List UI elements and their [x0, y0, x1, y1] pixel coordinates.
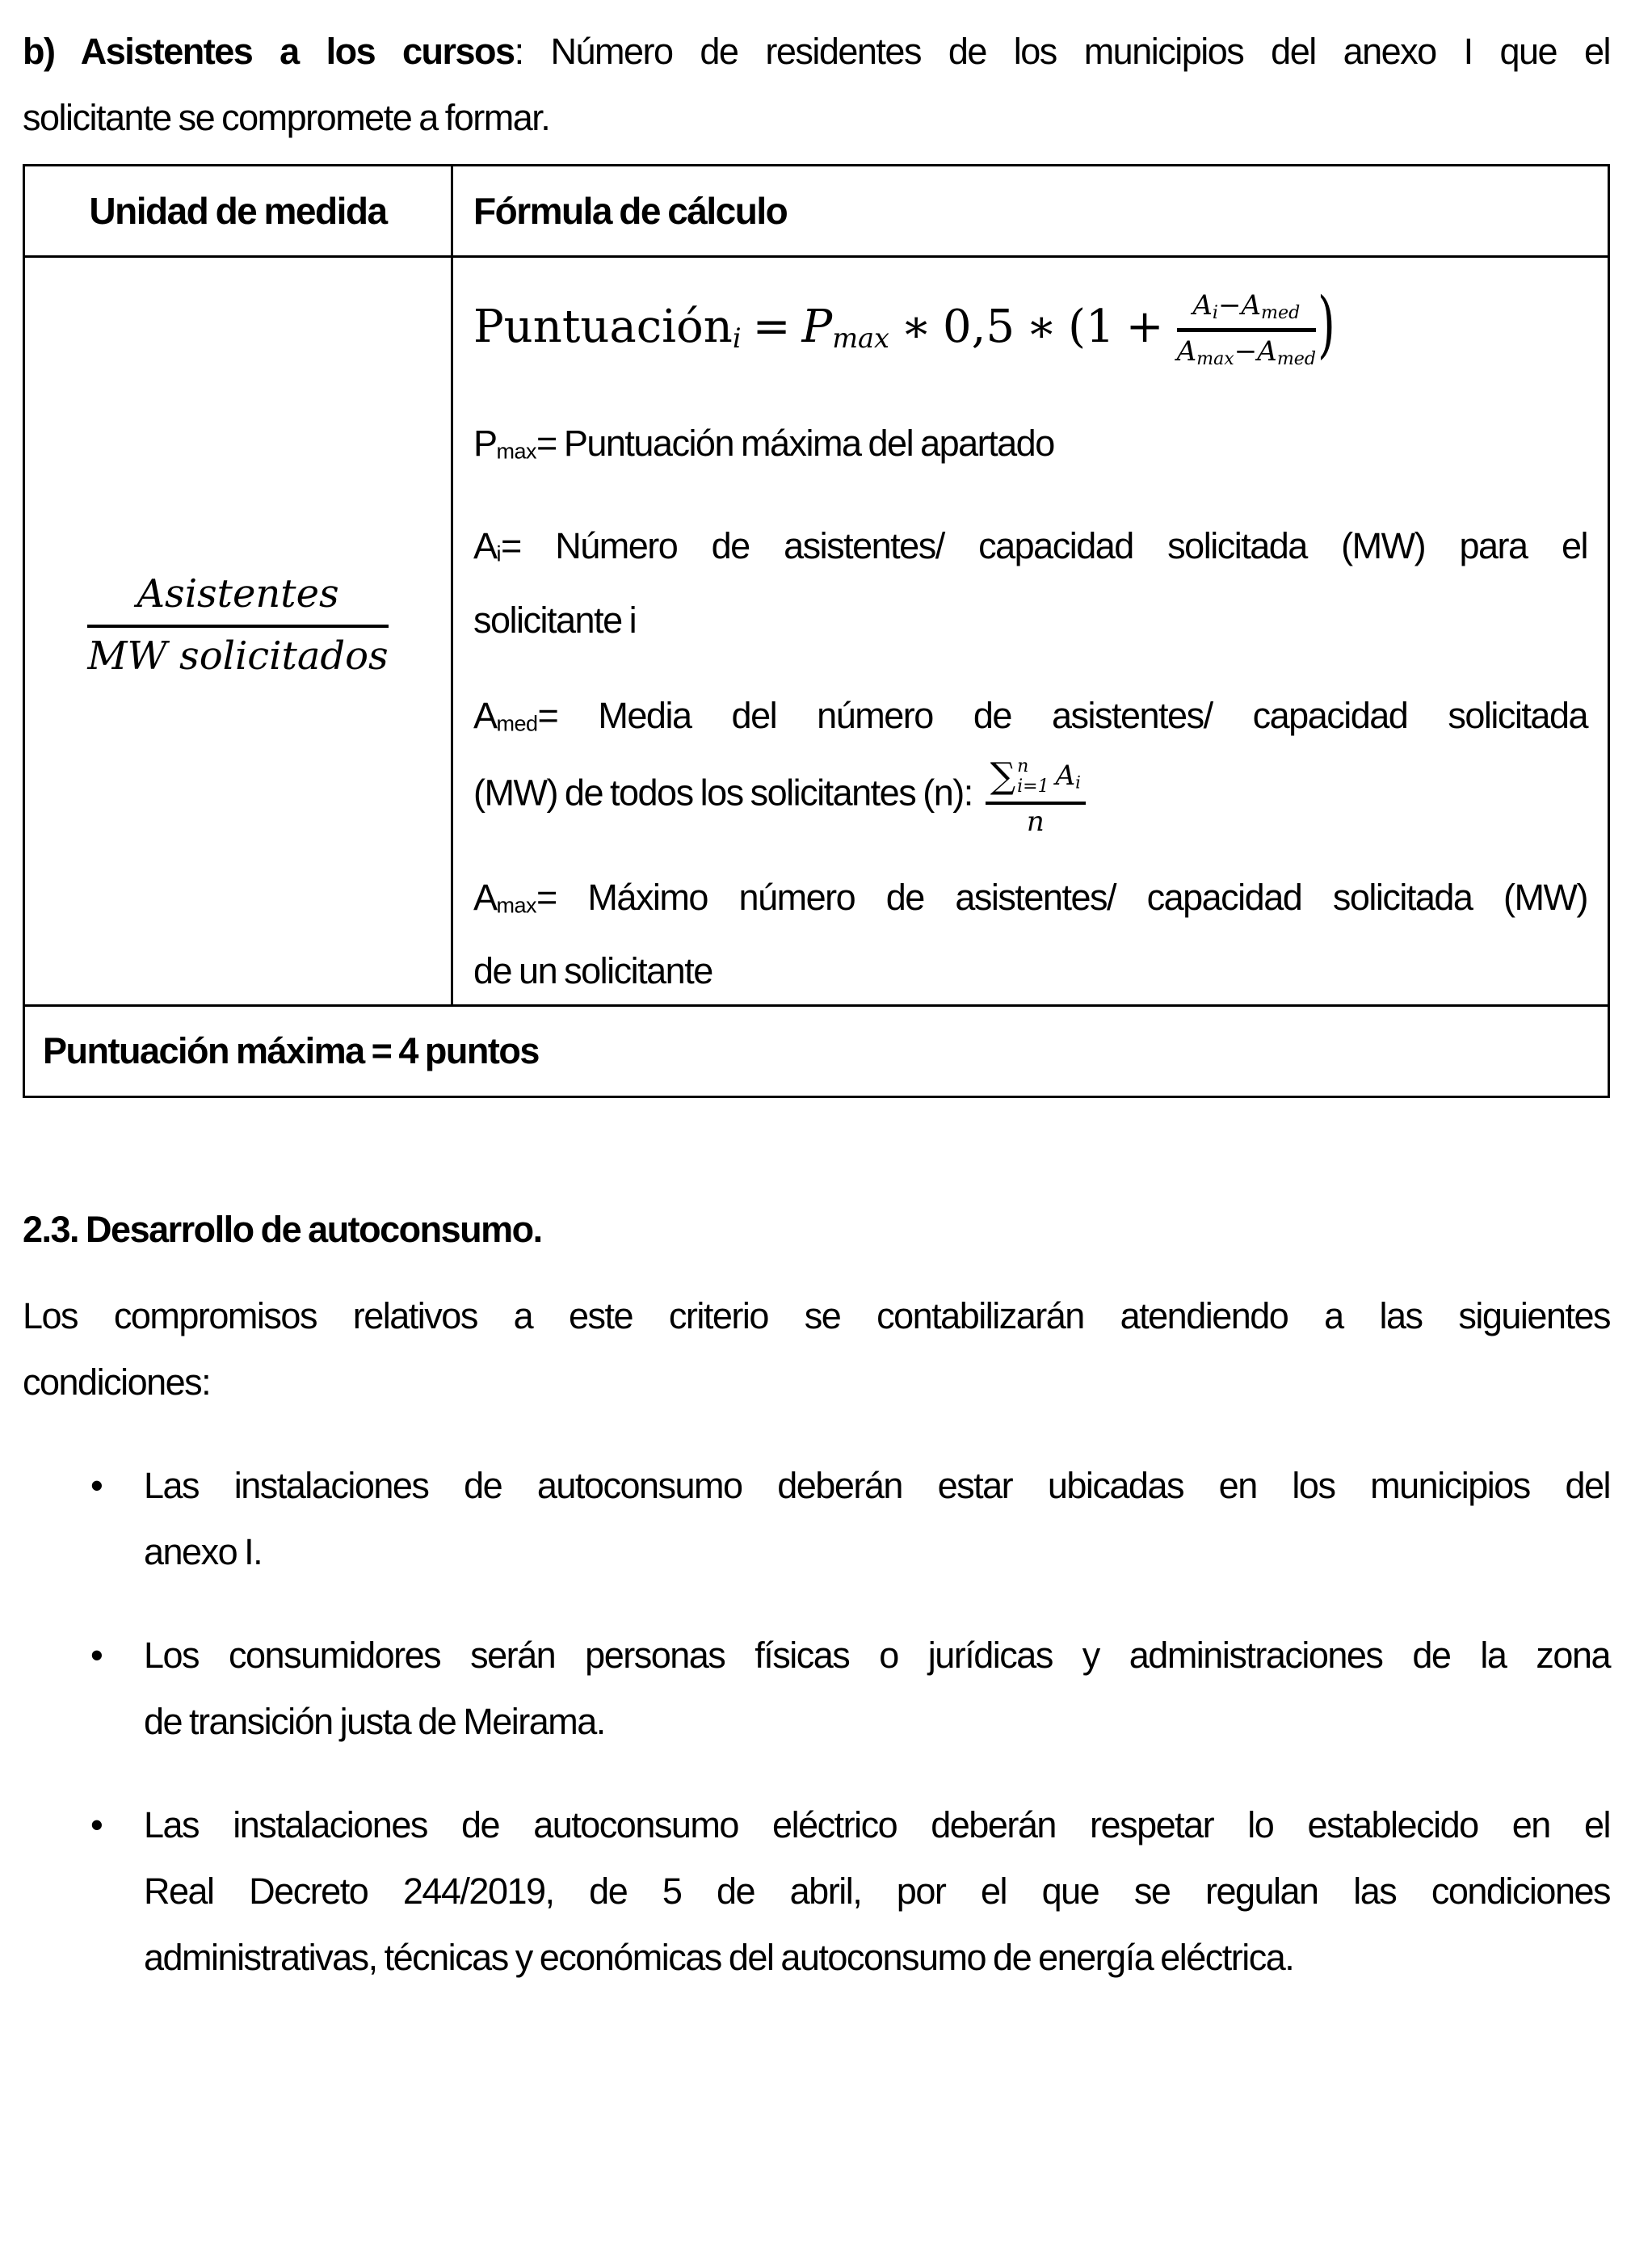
bullet-3-line-2: Real Decreto 244/2019, de 5 de abril, por el que se regulan las condiciones — [144, 1871, 1610, 1913]
header-cell-formula: Fórmula de cálculo — [452, 166, 1609, 257]
bullet-item-1 — [90, 1453, 1610, 1585]
section-heading: 2.3. Desarrollo de autoconsumo. — [23, 1209, 542, 1251]
sum-denominator: n — [1026, 805, 1045, 838]
footer-max-score: Puntuación máxima = 4 puntos — [24, 1006, 1609, 1097]
bullet-1-line-2: anexo I. — [144, 1531, 263, 1573]
unit-fraction-denominator: MW solicitados — [87, 633, 389, 680]
section-line-1: Los compromisos relativos a este criterio se contabilizarán atendiendo a las siguientes — [23, 1295, 1610, 1337]
fraction-numerator: Ai−Amed — [1177, 290, 1316, 332]
bullet-marker: • — [90, 1465, 103, 1507]
sum-fraction — [986, 755, 1086, 838]
formula-cell — [452, 257, 1609, 1006]
bullet-item-2 — [90, 1622, 1610, 1755]
bullet-marker: • — [90, 1804, 103, 1846]
sigma-symbol: ∑ — [990, 755, 1016, 797]
def-pmax: Pmax= Puntuación máxima del apartado — [473, 422, 1054, 464]
unit-fraction-numerator: Asistentes — [87, 572, 388, 628]
intro-bold-label: b) Asistentes a los cursos — [23, 31, 515, 72]
times-operator: ∗ — [900, 300, 932, 353]
bullet-1-line-1: Las instalaciones de autoconsumo deberán estar ubicadas en los municipios del — [144, 1465, 1610, 1507]
intro-line-2: solicitante se compromete a formar. — [23, 97, 550, 138]
intro-line-1-rest: : Número de residentes de los municipios del anexo I que el — [514, 31, 1610, 72]
sum-lower-limit: i=1 — [1017, 776, 1049, 797]
close-paren: ) — [1317, 283, 1335, 368]
def-amed: Amed= Media del número de asistentes/ capacidad solicitada (MW) de todos los solicitantes (n): ∑ n i=1 Ai n — [473, 694, 1587, 838]
conditions-bullet-list — [23, 1453, 1610, 1991]
equals-sign: = — [752, 300, 791, 353]
bullet-3-line-3: administrativas, técnicas y económicas del autoconsumo de energía eléctrica. — [144, 1937, 1294, 1979]
def-amax: Amax= Máximo número de asistentes/ capacidad solicitada (MW) de un solicitante — [473, 876, 1587, 992]
def-ai: Ai= Número de asistentes/ capacidad solicitada (MW) para el solicitante i — [473, 525, 1587, 641]
unit-of-measure-cell — [24, 257, 452, 1006]
formula-lhs: Puntuación — [473, 300, 733, 353]
table-body-row — [24, 257, 1609, 1006]
section-paragraph — [23, 1283, 1610, 1416]
times-operator: ∗ — [1026, 300, 1057, 353]
table-header-row — [24, 166, 1609, 257]
bullet-2-line-2: de transición justa de Meirama. — [144, 1701, 605, 1743]
sum-upper-limit: n — [1017, 756, 1029, 777]
bullet-marker: • — [90, 1635, 103, 1677]
fraction-denominator: Amax−Amed — [1176, 335, 1316, 370]
criteria-table — [23, 164, 1610, 1098]
bullet-2-line-1: Los consumidores serán personas físicas o jurídicas y administraciones de la zona — [144, 1635, 1610, 1677]
bullet-3-line-1: Las instalaciones de autoconsumo eléctrico deberán respetar lo establecido en el — [144, 1804, 1610, 1846]
sum-numerator: ∑ n i=1 Ai — [986, 756, 1086, 805]
score-formula: Puntuacióni = Pmax ∗ 0,5 ∗ (1 + Ai−Amed Amax−Amed ) — [473, 283, 1335, 370]
intro-paragraph — [23, 19, 1610, 151]
unit-fraction — [87, 572, 388, 679]
bullet-item-3 — [90, 1792, 1610, 1991]
header-cell-unidad: Unidad de medida — [24, 166, 452, 257]
table-footer-row — [24, 1006, 1609, 1097]
open-paren: ( — [1068, 300, 1087, 353]
formula-fraction — [1177, 290, 1316, 370]
intro-line-1 — [23, 19, 1610, 85]
section-line-2: condiciones: — [23, 1361, 211, 1403]
